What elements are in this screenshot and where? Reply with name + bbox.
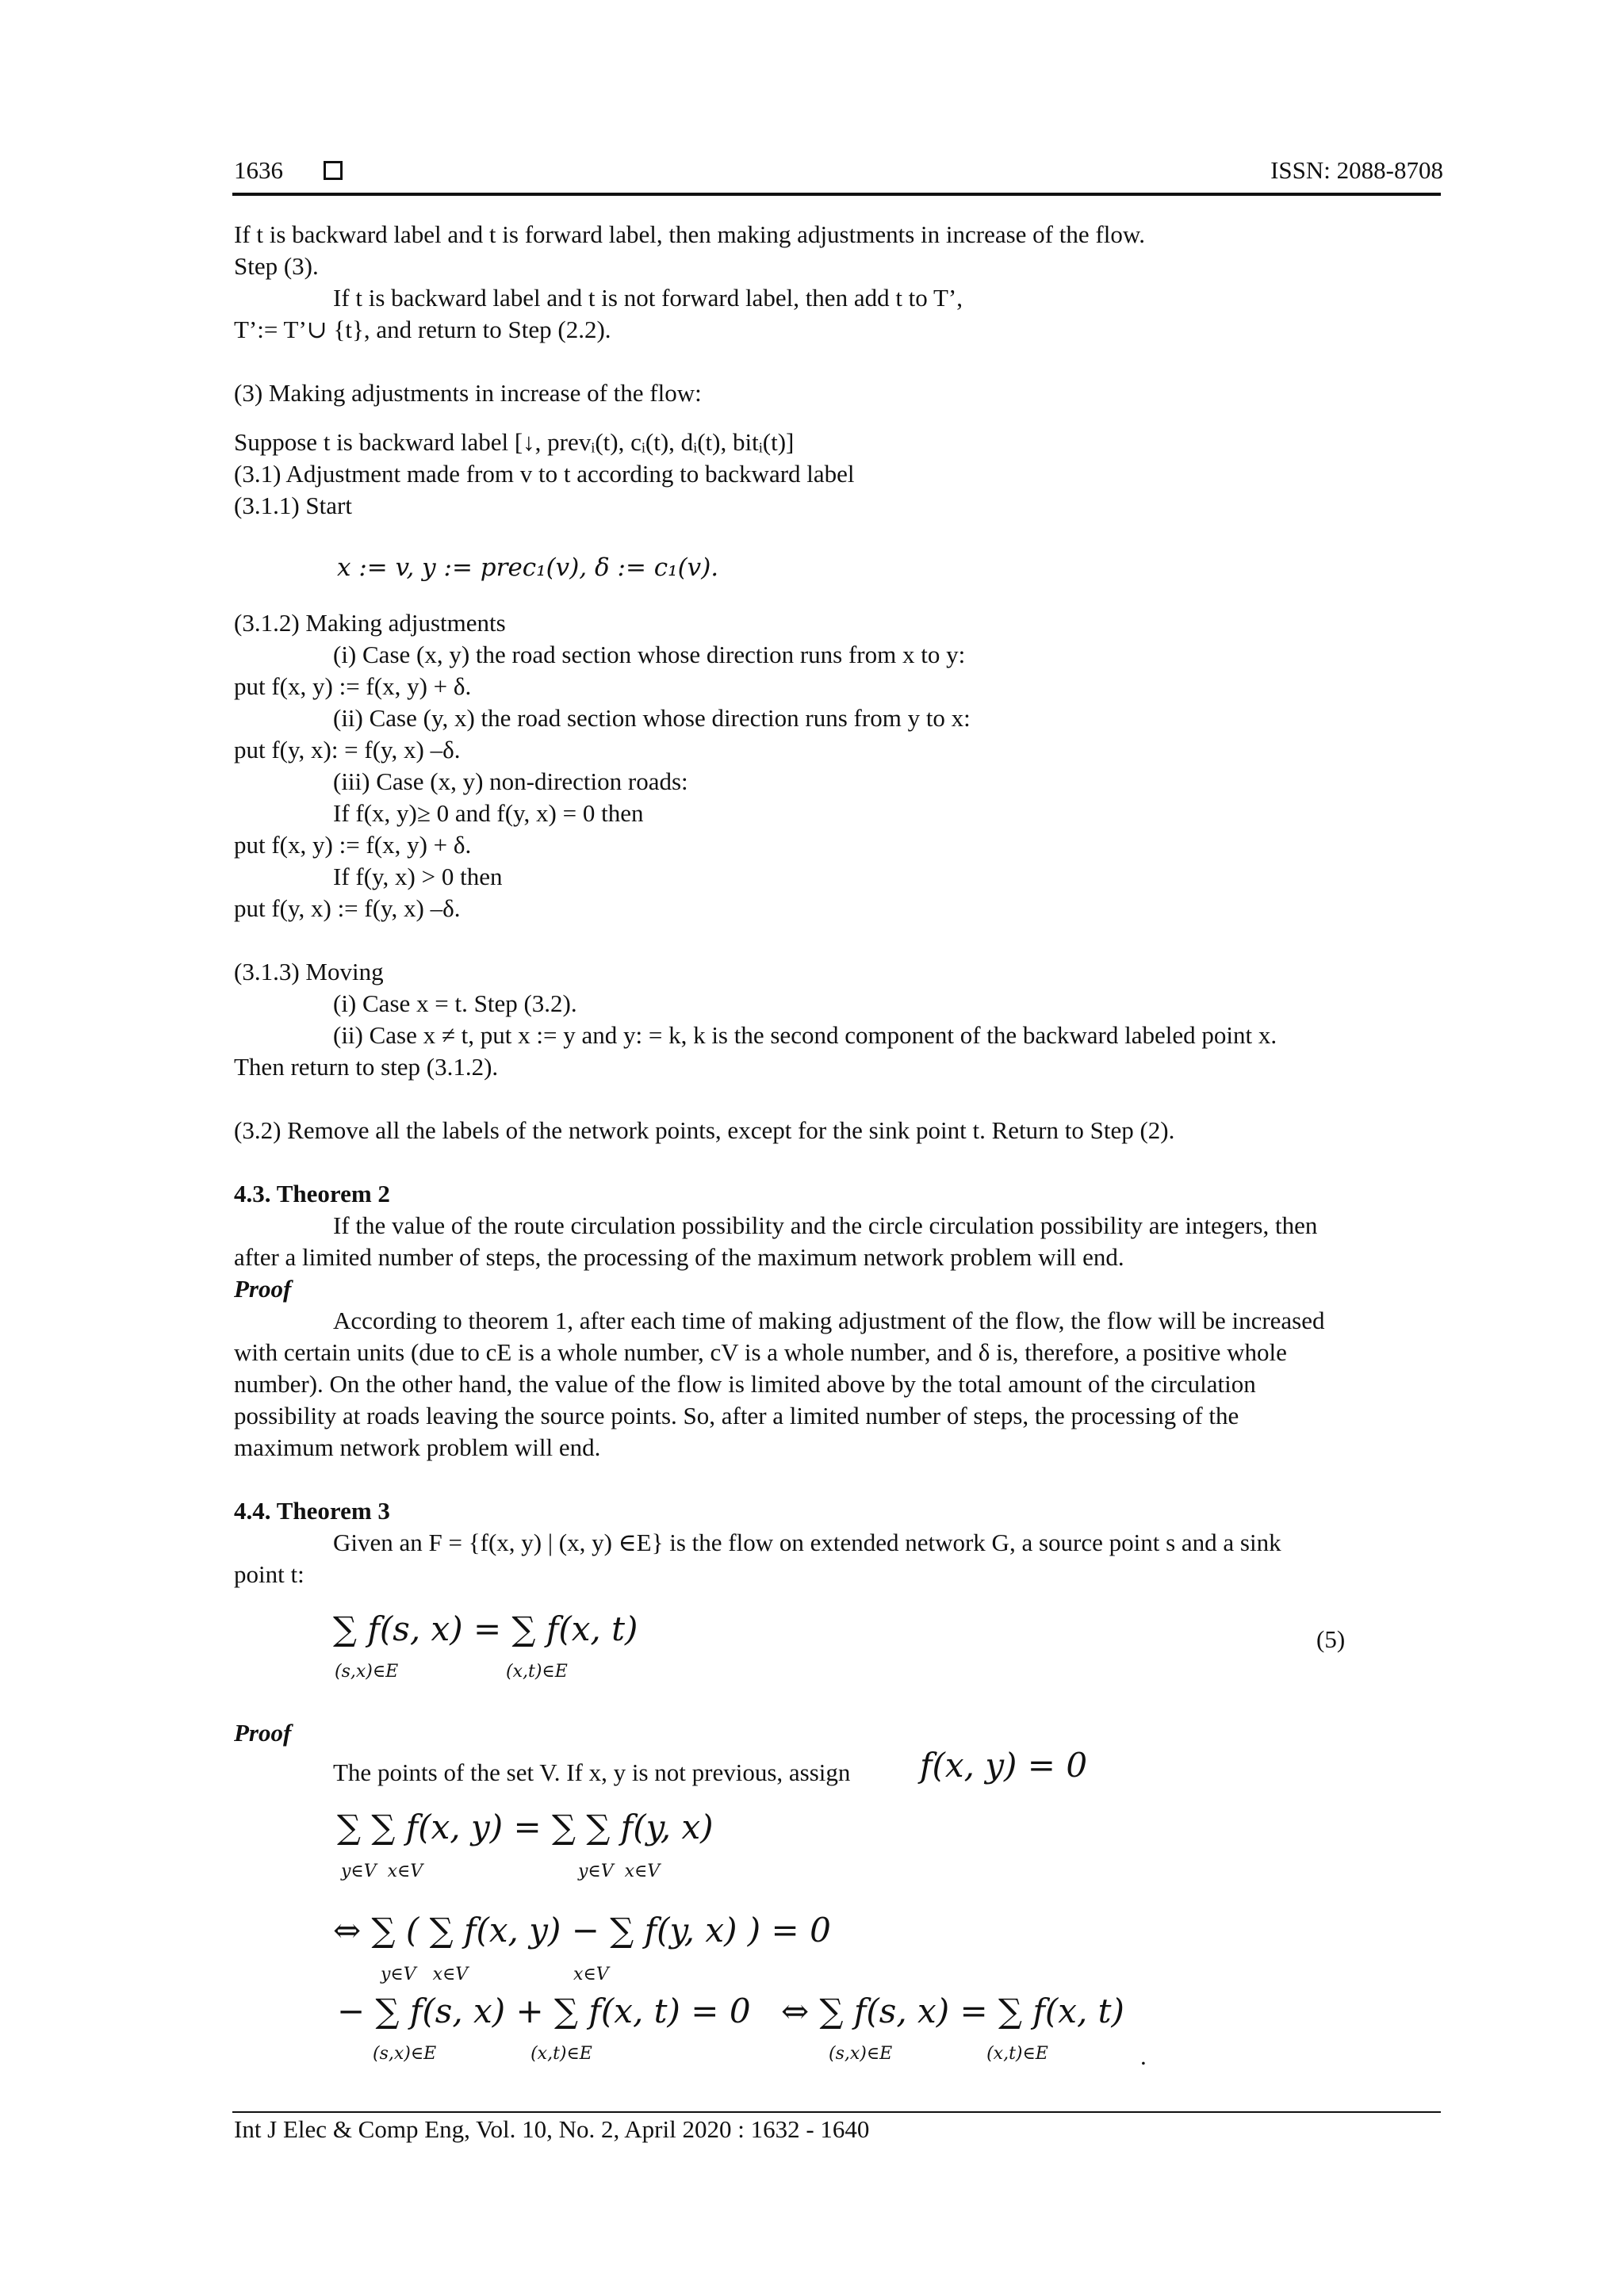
text-line: Then return to step (3.1.2). — [234, 1053, 499, 1081]
section-heading: 4.3. Theorem 2 — [234, 1180, 390, 1207]
text-line: (3.1.3) Moving — [234, 958, 384, 985]
equation-5: ∑ f(s, x) = ∑ f(x, t) — [333, 1609, 638, 1648]
equation: ⇔ ∑ f(s, x) = ∑ f(x, t) — [781, 1992, 1124, 2030]
text-line: Suppose t is backward label [↓, prevᵢ(t), cᵢ(t), dᵢ(t), bitᵢ(t)] — [234, 428, 795, 456]
text-line: number). On the other hand, the value of the flow is limited above by the total amount of the circulation — [234, 1370, 1256, 1398]
equation: ∑ ∑ f(x, y) = ∑ ∑ f(y, x) — [337, 1808, 714, 1846]
text-line: possibility at roads leaving the source points. So, after a limited number of steps, the processing of the — [234, 1402, 1239, 1429]
text-line: (i) Case x = t. Step (3.2). — [333, 989, 577, 1017]
text-line: If the value of the route circulation possibility and the circle circulation possibility are integers, then — [333, 1211, 1318, 1239]
text-line: If f(x, y)≥ 0 and f(y, x) = 0 then — [333, 799, 644, 827]
text-line: T’:= T’∪ {t}, and return to Step (2.2). — [234, 316, 611, 343]
text-line: maximum network problem will end. — [234, 1433, 601, 1461]
section-heading: (3) Making adjustments in increase of the flow: — [234, 379, 702, 407]
equation: − ∑ f(s, x) + ∑ f(x, t) = 0 — [337, 1992, 751, 2030]
text-line: after a limited number of steps, the processing of the maximum network problem will end. — [234, 1243, 1124, 1271]
text-line: Given an F = {f(x, y) | (x, y) ∈E} is the flow on extended network G, a source point s and a sink — [333, 1529, 1281, 1556]
section-heading: 4.4. Theorem 3 — [234, 1497, 390, 1525]
equation-number: (5) — [1316, 1625, 1346, 1653]
text-line: with certain units (due to cE is a whole number, cV is a whole number, and δ is, therefore, a positive whole — [234, 1338, 1287, 1366]
text-line: If t is backward label and t is forward label, then making adjustments in increase of the flow. — [234, 220, 1145, 248]
page-number: 1636 — [234, 156, 283, 184]
proof-label: Proof — [234, 1275, 292, 1303]
equation-subscript: y∈V x∈V y∈V x∈V — [341, 1862, 661, 1881]
issn: ISSN: 2088-8708 — [1270, 156, 1443, 184]
text-line: (3.1) Adjustment made from v to t according to backward label — [234, 460, 855, 488]
text-line: (3.1.1) Start — [234, 492, 352, 519]
inline-equation: f(x, y) = 0 — [920, 1746, 1088, 1785]
equation: x := v, y := prec₁(v), δ := c₁(v). — [337, 553, 719, 582]
text-line: (3.2) Remove all the labels of the network points, except for the sink point t. Return to Step (2). — [234, 1116, 1175, 1144]
proof-label: Proof — [234, 1719, 292, 1747]
equation-subscript: (x,t)∈E — [506, 1662, 568, 1682]
equation: ⇔ ∑ ( ∑ f(x, y) − ∑ f(y, x) ) = 0 — [333, 1911, 831, 1950]
equation-subscript: y∈V x∈V x∈V — [381, 1965, 609, 1984]
text-line: (ii) Case x ≠ t, put x := y and y: = k, k is the second component of the backward labeled point x. — [333, 1021, 1277, 1049]
text-line: put f(y, x): = f(y, x) –δ. — [234, 736, 461, 763]
period: . — [1140, 2042, 1147, 2070]
square-icon — [324, 161, 343, 180]
text-line: The points of the set V. If x, y is not previous, assign — [333, 1758, 851, 1786]
text-line: put f(x, y) := f(x, y) + δ. — [234, 672, 472, 700]
text-line: If t is backward label and t is not forward label, then add t to T’, — [333, 284, 963, 312]
footer-rule — [232, 2111, 1441, 2113]
header-rule — [232, 193, 1441, 196]
text-line: point t: — [234, 1560, 304, 1588]
equation-subscript: (s,x)∈E — [335, 1662, 399, 1682]
text-line: Step (3). — [234, 252, 319, 280]
text-line: put f(y, x) := f(y, x) –δ. — [234, 894, 461, 922]
text-line: According to theorem 1, after each time of making adjustment of the flow, the flow will be increased — [333, 1307, 1325, 1334]
equation-subscript: (s,x)∈E (x,t)∈E — [373, 2044, 592, 2064]
text-line: put f(x, y) := f(x, y) + δ. — [234, 831, 472, 859]
text-line: (i) Case (x, y) the road section whose direction runs from x to y: — [333, 641, 966, 668]
text-line: (ii) Case (y, x) the road section whose direction runs from y to x: — [333, 704, 971, 732]
equation-subscript: (s,x)∈E (x,t)∈E — [829, 2044, 1048, 2064]
text-line: If f(y, x) > 0 then — [333, 863, 503, 890]
text-line: (iii) Case (x, y) non-direction roads: — [333, 767, 688, 795]
footer-citation: Int J Elec & Comp Eng, Vol. 10, No. 2, April 2020 : 1632 - 1640 — [234, 2115, 870, 2143]
text-line: (3.1.2) Making adjustments — [234, 609, 506, 637]
